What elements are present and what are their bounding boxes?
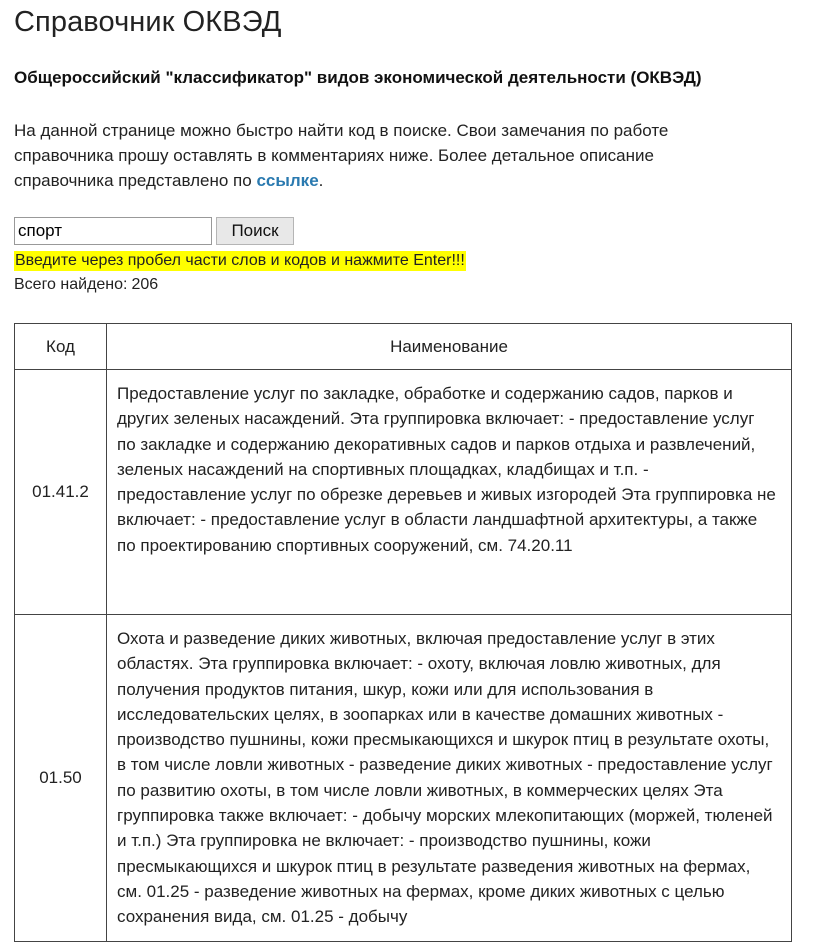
column-header-name: Наименование bbox=[107, 324, 792, 370]
table-row bbox=[15, 615, 792, 942]
details-link[interactable]: ссылке bbox=[256, 171, 319, 190]
search-button[interactable]: Поиск bbox=[216, 217, 294, 245]
results-count-value: 206 bbox=[131, 276, 159, 293]
search-input[interactable] bbox=[14, 217, 212, 245]
intro-paragraph bbox=[14, 118, 734, 193]
search-hint: Введите через пробел части слов и кодов и нажмите Enter!!! bbox=[15, 252, 465, 269]
row-description: Охота и разведение диких животных, включая предоставление услуг в этих областях. Эта группировка включает: - охоту, включая ловлю животных, для получения продуктов питания, шкур, кожи или для использования в исследовательских целях, в зоопарках или в качестве домашних животных - производство пушнины, кожи пресмыкающихся и шкурок птиц в результате охоты, в том числе ловли животных - разведение диких животных - предоставление услуг по развитию охоты, в том числе ловли животных, в коммерческих целях Эта группировка также включает: - добычу морских млекопитающих (моржей, тюленей и т.п.) Эта группировка не включает: - производство пушнины, кожи пресмыкающихся и шкурок птиц в результате разведения животных на фермах, см. 01.25 - разведение животных на фермах, кроме диких животных с целью сохранения вида, см. 01.25 - добычу bbox=[107, 615, 792, 942]
results-count-label: Всего найдено: bbox=[14, 276, 128, 293]
row-code: 01.41.2 bbox=[15, 370, 107, 615]
table-header-row bbox=[15, 324, 792, 370]
row-code: 01.50 bbox=[15, 615, 107, 942]
table-row bbox=[15, 370, 792, 615]
page-subtitle: Общероссийский "классификатор" видов экономической деятельности (ОКВЭД) bbox=[14, 68, 702, 87]
results-count bbox=[14, 276, 158, 294]
row-description: Предоставление услуг по закладке, обработке и содержанию садов, парков и других зеленых насаждений. Эта группировка включает: - предоставление услуг по закладке и содержанию декоративных садов и парков отдыха и развлечений, зеленых насаждений на спортивных площадках, кладбищах и т.п. - предоставление услуг по обрезке деревьев и живых изгородей Эта группировка не включает: - предоставление услуг в области ландшафтной архитектуры, а также по проектированию спортивных сооружений, см. 74.20.11 bbox=[107, 370, 792, 615]
intro-end: . bbox=[318, 171, 324, 190]
intro-text: На данной странице можно быстро найти код в поиске. Свои замечания по работе справочника прошу оставлять в комментариях ниже. Более детальное описание справочника представлено по bbox=[14, 121, 669, 190]
results-table bbox=[14, 323, 792, 942]
page-title: Справочник ОКВЭД bbox=[14, 6, 282, 38]
column-header-code: Код bbox=[15, 324, 107, 370]
